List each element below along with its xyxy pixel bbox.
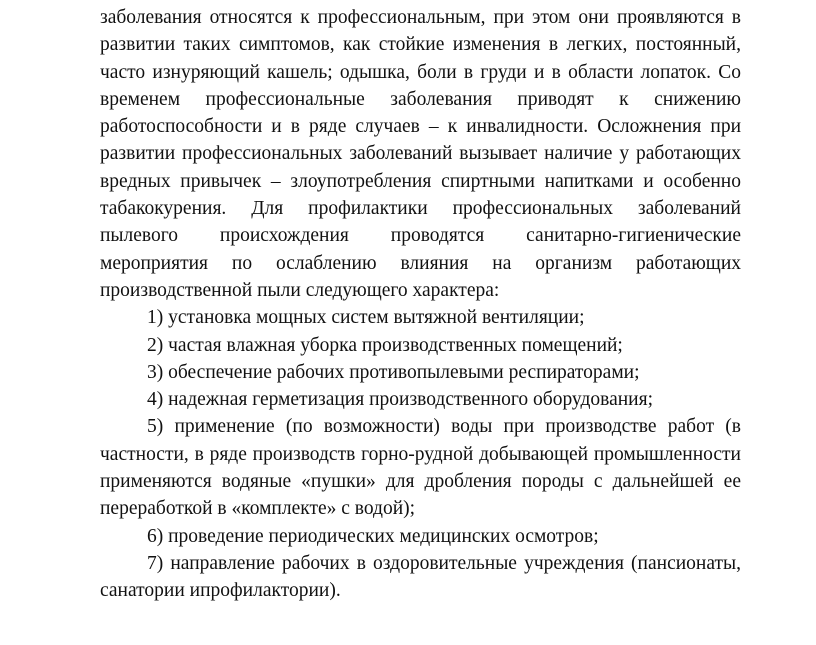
- list-item: [100, 359, 741, 386]
- list-item-number: 4): [147, 389, 164, 411]
- list-item-number: 5): [147, 416, 164, 438]
- list-item-number: 2): [147, 334, 164, 356]
- list-item-text: применение (по возможности) воды при производстве работ (в частности, в ряде производств горно-рудной добывающей промышленности применяются водяные «пушки» для дробления породы с дальнейшей ее переработкой в «комплекте» с водой);: [100, 416, 741, 520]
- list-item-text: проведение периодических медицинских осмотров;: [168, 525, 599, 547]
- list-item: [100, 413, 741, 522]
- list-item-text: направление рабочих в оздоровительные учреждения (пансионаты, санатории ипрофилактории).: [100, 552, 741, 602]
- list-item-number: 1): [147, 307, 164, 329]
- list-item-number: 6): [147, 525, 164, 547]
- list-item: [100, 304, 741, 331]
- list-item-text: установка мощных систем вытяжной вентиляции;: [168, 307, 585, 329]
- list-item: [100, 523, 741, 550]
- document-page: [100, 4, 741, 605]
- list-item-text: частая влажная уборка производственных помещений;: [168, 334, 623, 356]
- list-item-number: 3): [147, 361, 164, 383]
- intro-paragraph: заболевания относятся к профессиональным, при этом они проявляются в развитии таких симптомов, как стойкие изменения в легких, постоянный, часто изнуряющий кашель; одышка, боли в груди и в области лопаток. Со временем профессиональные заболевания приводят к снижению работоспособности и в ряде случаев – к инвалидности. Осложнения при развитии профессиональных заболеваний вызывает наличие у работающих вредных привычек – злоупотребления спиртными напитками и особенно табакокурения. Для профилактики профессиональных заболеваний пылевого происхождения проводятся санитарно-гигиенические мероприятия по ослаблению влияния на организм работающих производственной пыли следующего характера:: [100, 7, 741, 301]
- list-item: [100, 550, 741, 605]
- list-item-number: 7): [147, 552, 164, 574]
- list-item-text: обеспечение рабочих противопылевыми респираторами;: [168, 361, 640, 383]
- list-item-text: надежная герметизация производственного оборудования;: [168, 389, 653, 411]
- list-item: [100, 332, 741, 359]
- list-item: [100, 386, 741, 413]
